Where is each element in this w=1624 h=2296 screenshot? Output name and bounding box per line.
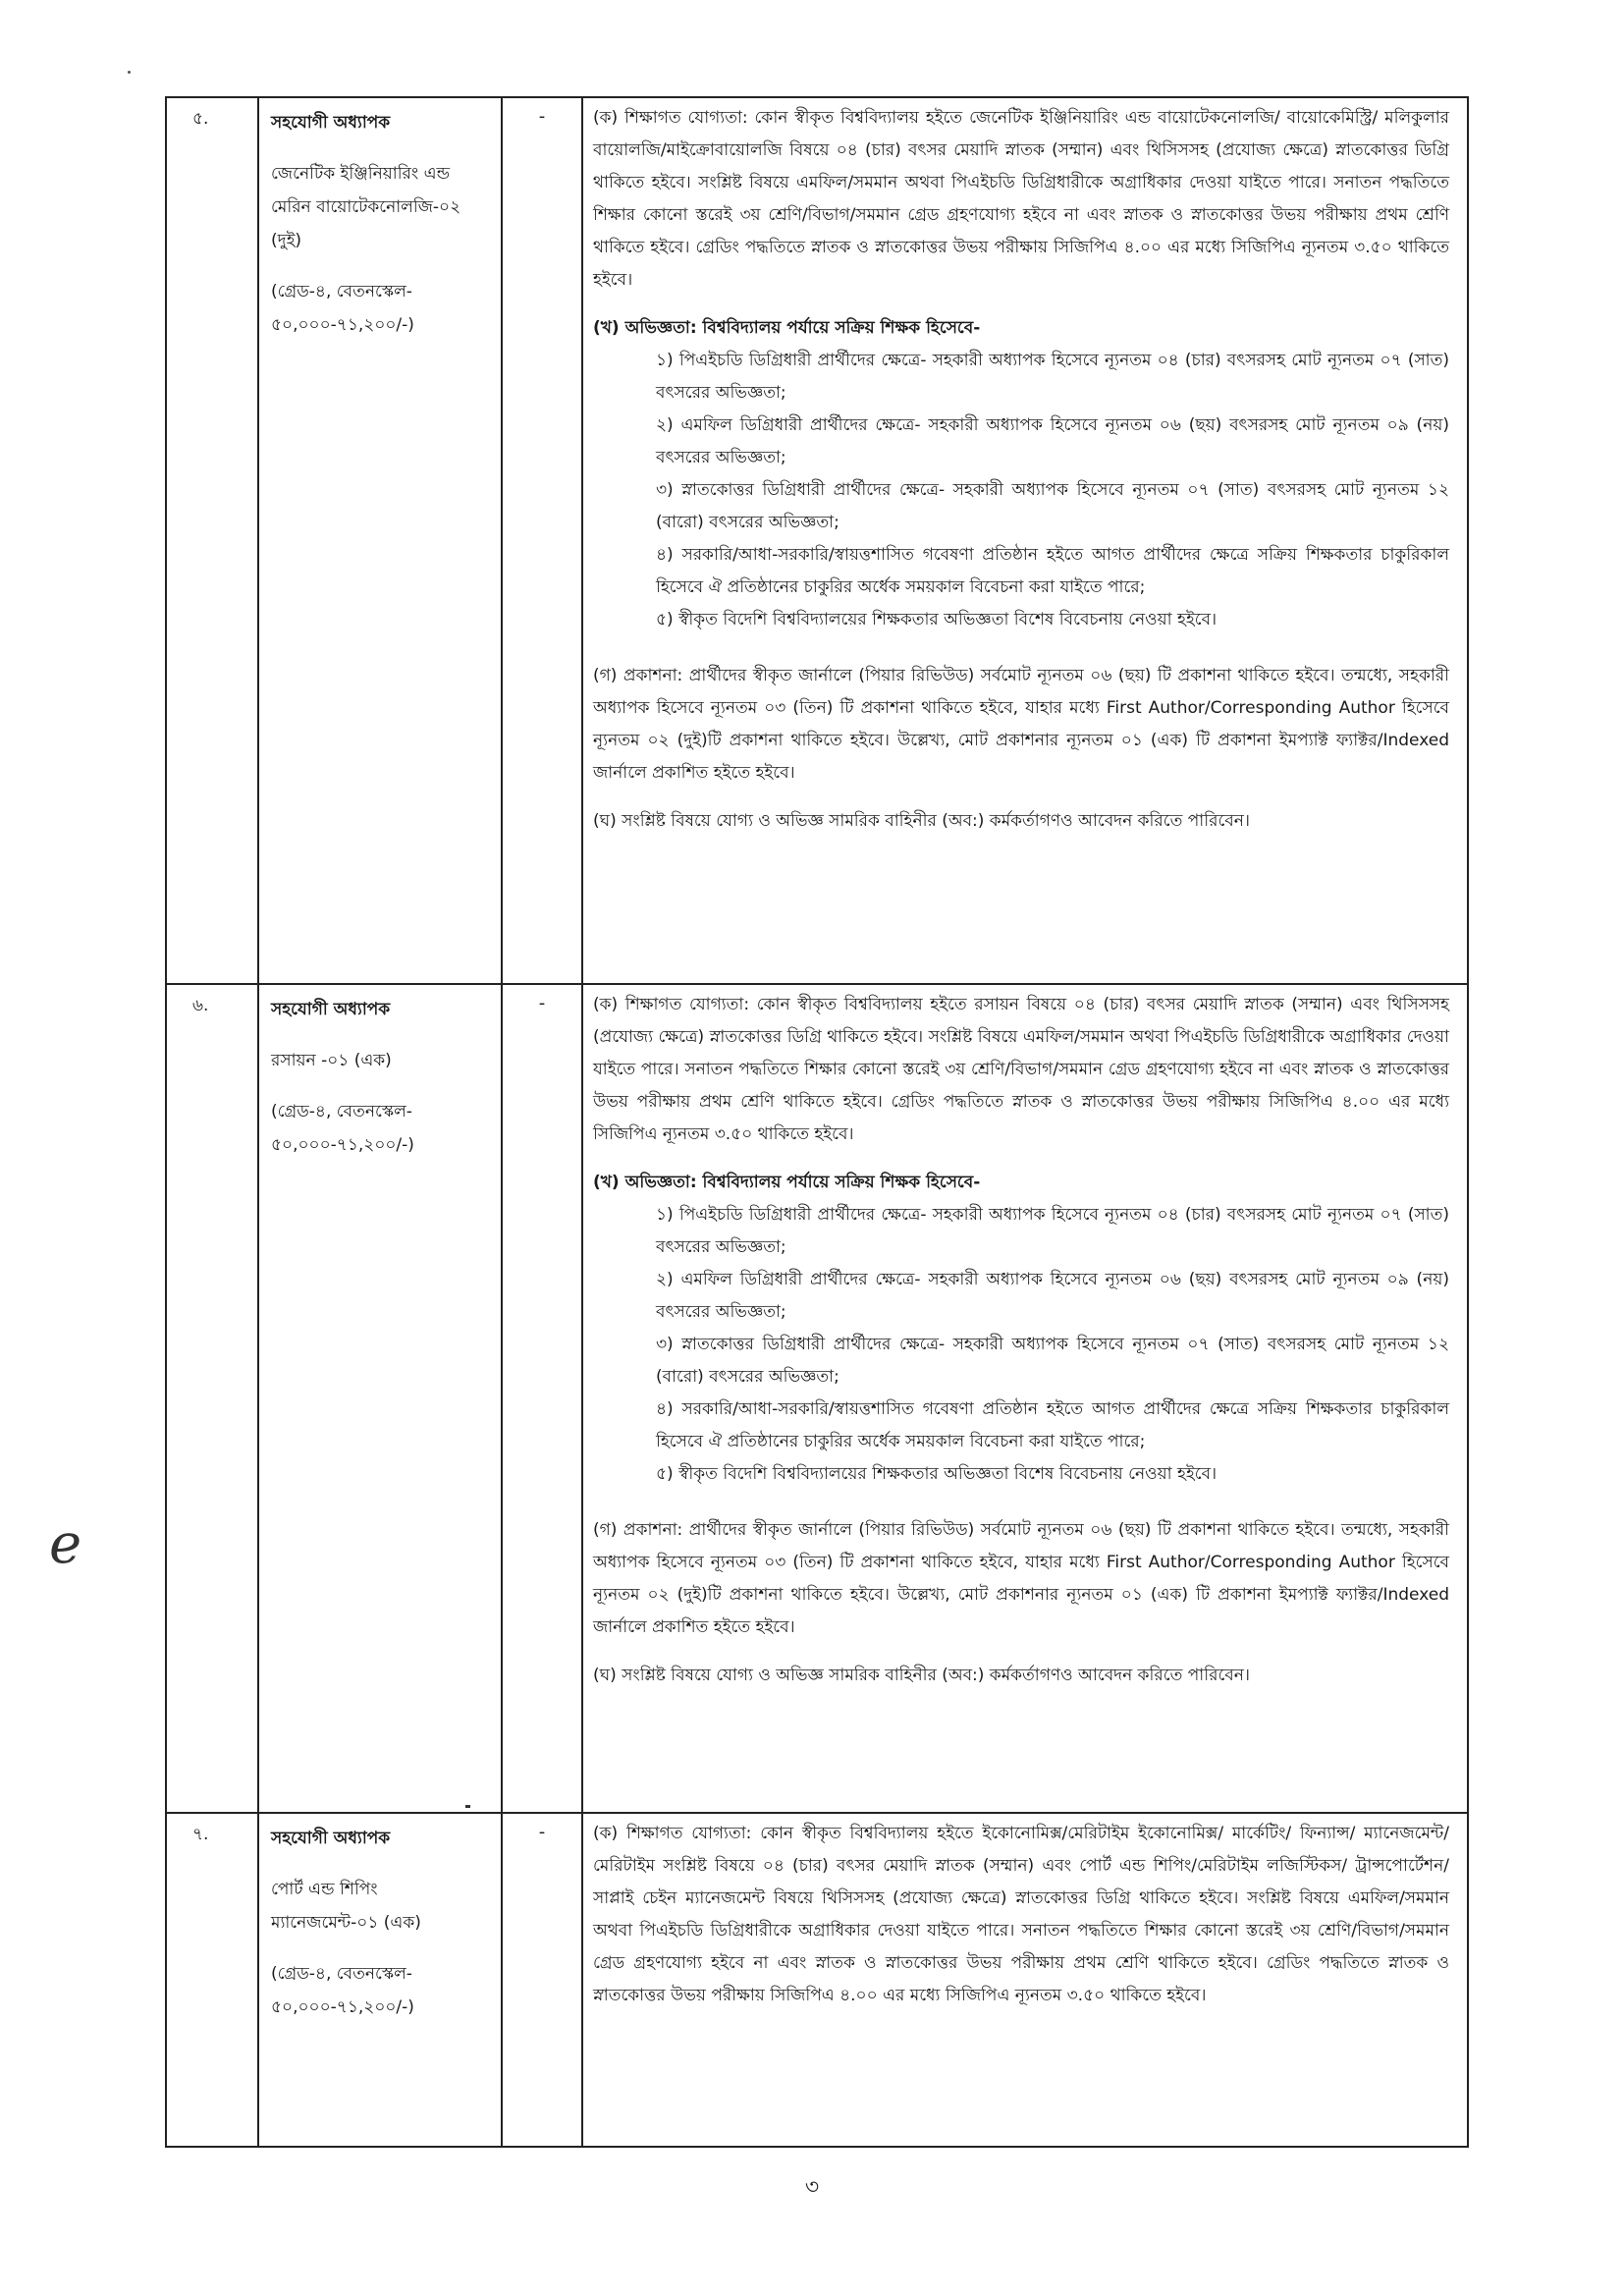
list-item: ২) এমফিল ডিগ্রিধারী প্রার্থীদের ক্ষেত্রে- সহকারী অধ্যাপক হিসেবে ন্যূনতম ০৬ (ছয়) বৎসরসহ মোট ন্যূনতম ০৯ (নয়) বৎসরের অভিজ্ঞতা; [656, 1270, 1449, 1322]
serial-number: ৫. [192, 109, 209, 129]
post-title: সহযোগী অধ্যাপক [271, 113, 391, 133]
grade-scale: (গ্রেড-৪, বেতনস্কেল- ৫০,০০০-৭১,২০০/-) [271, 1102, 414, 1155]
list-item: ৫) স্বীকৃত বিদেশি বিশ্ববিদ্যালয়ের শিক্ষকতার অভিজ্ঞতা বিশেষ বিবেচনায় নেওয়া হইবে। [656, 1464, 1218, 1484]
dash-cell [502, 984, 582, 1813]
dash-mark: - [538, 106, 546, 127]
post-cell [258, 97, 502, 984]
post-cell [258, 984, 502, 1813]
table-row [166, 97, 1468, 984]
serial-number: ৬. [192, 996, 209, 1015]
department-name: জেনেটিক ইঞ্জিনিয়ারিং এন্ড মেরিন বায়োটেকনোলজি-০২ (দুই) [271, 164, 461, 250]
requirements-cell [582, 97, 1468, 984]
handwritten-mark: e [49, 1512, 82, 1576]
department-name: রসায়ন -০১ (এক) [271, 1051, 392, 1070]
experience-heading: (খ) অভিজ্ঞতা: বিশ্ববিদ্যালয় পর্যায়ে সক্রিয় শিক্ষক হিসেবে- [593, 1173, 981, 1192]
military-note: (ঘ) সংশ্লিষ্ট বিষয়ে যোগ্য ও অভিজ্ঞ সামরিক বাহিনীর (অব:) কর্মকর্তাগণও আবেদন করিতে পারিবেন। [593, 1666, 1250, 1685]
list-item: ৪) সরকারি/আধা-সরকারি/স্বায়ত্তশাসিত গবেষণা প্রতিষ্ঠান হইতে আগত প্রার্থীদের ক্ষেত্রে সক্রিয় শিক্ষকতার চাকুরিকাল হিসেবে ঐ প্রতিষ্ঠানের চাকুরির অর্ধেক সময়কাল বিবেচনা করা যাইতে পারে; [656, 1399, 1449, 1451]
experience-heading: (খ) অভিজ্ঞতা: বিশ্ববিদ্যালয় পর্যায়ে সক্রিয় শিক্ষক হিসেবে- [593, 318, 981, 338]
serial-cell [166, 1813, 258, 2147]
qualification-text: (ক) শিক্ষাগত যোগ্যতা: কোন স্বীকৃত বিশ্ববিদ্যালয় হইতে ইকোনোমিক্স/মেরিটাইম ইকোনোমিক্স/ মার্কেটিং/ ফিন্যান্স/ ম্যানেজমেন্ট/ মেরিটাইম সংশ্লিষ্ট বিষয়ে ০৪ (চার) বৎসর মেয়াদি স্নাতক (সম্মান) এবং পোর্ট এন্ড শিপিং/মেরিটাইম লজিস্টিকস/ ট্রান্সপোর্টেশন/সাপ্লাই চেইন ম্যানেজমেন্ট বিষয়ে থিসিসসহ (প্রযোজ্য ক্ষেত্রে) স্নাতকোত্তর ডিগ্রি থাকিতে হইবে। সংশ্লিষ্ট বিষয়ে এমফিল/সমমান অথবা পিএইচডি ডিগ্রিধারীকে অগ্রাধিকার দেওয়া যাইতে পারে। সনাতন পদ্ধতিতে শিক্ষার কোনো স্তরেই ৩য় শ্রেণি/বিভাগ/সমমান গ্রেড গ্রহণযোগ্য হইবে না এবং স্নাতক ও স্নাতকোত্তর উভয় পরীক্ষায় প্রথম শ্রেণি থাকিতে হইবে। গ্রেডিং পদ্ধতিতে স্নাতক ও স্নাতকোত্তর উভয় পরীক্ষায় সিজিপিএ ৪.০০ এর মধ্যে সিজিপিএ ন্যূনতম ৩.৫০ থাকিতে হইবে। [593, 1824, 1449, 2005]
serial-cell [166, 97, 258, 984]
list-item: ৩) স্নাতকোত্তর ডিগ্রিধারী প্রার্থীদের ক্ষেত্রে- সহকারী অধ্যাপক হিসেবে ন্যূনতম ০৭ (সাত) বৎসরসহ মোট ন্যূনতম ১২ (বারো) বৎসরের অভিজ্ঞতা; [656, 480, 1449, 532]
requirements-cell [582, 984, 1468, 1813]
post-cell [258, 1813, 502, 2147]
qualification-text: (ক) শিক্ষাগত যোগ্যতা: কোন স্বীকৃত বিশ্ববিদ্যালয় হইতে রসায়ন বিষয়ে ০৪ (চার) বৎসর মেয়াদি স্নাতক (সম্মান) এবং থিসিসসহ (প্রযোজ্য ক্ষেত্রে) স্নাতকোত্তর ডিগ্রি থাকিতে হইবে। সংশ্লিষ্ট বিষয়ে এমফিল/সমমান অথবা পিএইচডি ডিগ্রিধারীকে অগ্রাধিকার দেওয়া যাইতে পারে। সনাতন পদ্ধতিতে শিক্ষার কোনো স্তরেই ৩য় শ্রেণি/বিভাগ/সমমান গ্রেড গ্রহণযোগ্য হইবে না এবং স্নাতক ও স্নাতকোত্তর উভয় পরীক্ষায় প্রথম শ্রেণি থাকিতে হইবে। গ্রেডিং পদ্ধতিতে স্নাতক ও স্নাতকোত্তর উভয় পরীক্ষায় সিজিপিএ ৪.০০ এর মধ্যে সিজিপিএ ন্যূনতম ৩.৫০ থাকিতে হইবে। [593, 995, 1449, 1144]
list-item: ৩) স্নাতকোত্তর ডিগ্রিধারী প্রার্থীদের ক্ষেত্রে- সহকারী অধ্যাপক হিসেবে ন্যূনতম ০৭ (সাত) বৎসরসহ মোট ন্যূনতম ১২ (বারো) বৎসরের অভিজ্ঞতা; [656, 1335, 1449, 1387]
experience-list [593, 1199, 1449, 1491]
page-number: ৩ [804, 2175, 820, 2200]
military-note: (ঘ) সংশ্লিষ্ট বিষয়ে যোগ্য ও অভিজ্ঞ সামরিক বাহিনীর (অব:) কর্মকর্তাগণও আবেদন করিতে পারিবেন। [593, 811, 1250, 831]
list-item: ৫) স্বীকৃত বিদেশি বিশ্ববিদ্যালয়ের শিক্ষকতার অভিজ্ঞতা বিশেষ বিবেচনায় নেওয়া হইবে। [656, 610, 1218, 629]
list-item: ২) এমফিল ডিগ্রিধারী প্রার্থীদের ক্ষেত্রে- সহকারী অধ্যাপক হিসেবে ন্যূনতম ০৬ (ছয়) বৎসরসহ মোট ন্যূনতম ০৯ (নয়) বৎসরের অভিজ্ঞতা; [656, 415, 1449, 467]
serial-cell [166, 984, 258, 1813]
serial-number: ৭. [192, 1825, 209, 1844]
dash-mark: - [538, 993, 546, 1013]
grade-scale: (গ্রেড-৪, বেতনস্কেল- ৫০,০০০-৭১,২০০/-) [271, 282, 414, 335]
table-row [166, 984, 1468, 1813]
dash-cell [502, 1813, 582, 2147]
table-row [166, 1813, 1468, 2147]
job-requirements-table [165, 96, 1469, 2148]
qualification-text: (ক) শিক্ষাগত যোগ্যতা: কোন স্বীকৃত বিশ্ববিদ্যালয় হইতে জেনেটিক ইঞ্জিনিয়ারিং এন্ড বায়োটেকনোলজি/ বায়োকেমিস্ট্রি/ মলিকুলার বায়োলজি/মাইক্রোবায়োলজি বিষয়ে ০৪ (চার) বৎসর মেয়াদি স্নাতক (সম্মান) এবং থিসিসসহ (প্রযোজ্য ক্ষেত্রে) স্নাতকোত্তর ডিগ্রি থাকিতে হইবে। সংশ্লিষ্ট বিষয়ে এমফিল/সমমান অথবা পিএইচডি ডিগ্রিধারীকে অগ্রাধিকার দেওয়া যাইতে পারে। সনাতন পদ্ধতিতে শিক্ষার কোনো স্তরেই ৩য় শ্রেণি/বিভাগ/সমমান গ্রেড গ্রহণযোগ্য হইবে না এবং স্নাতক ও স্নাতকোত্তর উভয় পরীক্ষায় প্রথম শ্রেণি থাকিতে হইবে। গ্রেডিং পদ্ধতিতে স্নাতক ও স্নাতকোত্তর উভয় পরীক্ষায় সিজিপিএ ৪.০০ এর মধ্যে সিজিপিএ ন্যূনতম ৩.৫০ থাকিতে হইবে। [593, 108, 1449, 290]
grade-scale: (গ্রেড-৪, বেতনস্কেল- ৫০,০০০-৭১,২০০/-) [271, 1964, 414, 2017]
list-item: ১) পিএইচডি ডিগ্রিধারী প্রার্থীদের ক্ষেত্রে- সহকারী অধ্যাপক হিসেবে ন্যূনতম ০৪ (চার) বৎসরসহ মোট ন্যূনতম ০৭ (সাত) বৎসরের অভিজ্ঞতা; [656, 351, 1449, 403]
publication-text: (গ) প্রকাশনা: প্রার্থীদের স্বীকৃত জার্নালে (পিয়ার রিভিউড) সর্বমোট ন্যূনতম ০৬ (ছয়) টি প্রকাশনা থাকিতে হইবে। তন্মধ্যে, সহকারী অধ্যাপক হিসেবে ন্যূনতম ০৩ (তিন) টি প্রকাশনা থাকিতে হইবে, যাহার মধ্যে First Author/Corresponding Author হিসেবে ন্যূনতম ০২ (দুই)টি প্রকাশনা থাকিতে হইবে। উল্লেখ্য, মোট প্রকাশনার ন্যূনতম ০১ (এক) টি প্রকাশনা ইমপ্যাক্ট ফ্যাক্টর/Indexed জার্নালে প্রকাশিত হইতে হইবে। [593, 666, 1449, 783]
post-title: সহযোগী অধ্যাপক [271, 1000, 391, 1019]
list-item: ৪) সরকারি/আধা-সরকারি/স্বায়ত্তশাসিত গবেষণা প্রতিষ্ঠান হইতে আগত প্রার্থীদের ক্ষেত্রে সক্রিয় শিক্ষকতার চাকুরিকাল হিসেবে ঐ প্রতিষ্ঠানের চাকুরির অর্ধেক সময়কাল বিবেচনা করা যাইতে পারে; [656, 545, 1449, 597]
scan-speck [465, 1805, 470, 1808]
dash-cell [502, 97, 582, 984]
dash-mark: - [538, 1822, 546, 1842]
post-title: সহযোগী অধ্যাপক [271, 1829, 391, 1848]
scan-speck [128, 71, 131, 74]
experience-list [593, 345, 1449, 636]
requirements-cell [582, 1813, 1468, 2147]
list-item: ১) পিএইচডি ডিগ্রিধারী প্রার্থীদের ক্ষেত্রে- সহকারী অধ্যাপক হিসেবে ন্যূনতম ০৪ (চার) বৎসরসহ মোট ন্যূনতম ০৭ (সাত) বৎসরের অভিজ্ঞতা; [656, 1205, 1449, 1257]
department-name: পোর্ট এন্ড শিপিং ম্যানেজমেন্ট-০১ (এক) [271, 1880, 421, 1933]
publication-text: (গ) প্রকাশনা: প্রার্থীদের স্বীকৃত জার্নালে (পিয়ার রিভিউড) সর্বমোট ন্যূনতম ০৬ (ছয়) টি প্রকাশনা থাকিতে হইবে। তন্মধ্যে, সহকারী অধ্যাপক হিসেবে ন্যূনতম ০৩ (তিন) টি প্রকাশনা থাকিতে হইবে, যাহার মধ্যে First Author/Corresponding Author হিসেবে ন্যূনতম ০২ (দুই)টি প্রকাশনা থাকিতে হইবে। উল্লেখ্য, মোট প্রকাশনার ন্যূনতম ০১ (এক) টি প্রকাশনা ইমপ্যাক্ট ফ্যাক্টর/Indexed জার্নালে প্রকাশিত হইতে হইবে। [593, 1520, 1449, 1637]
